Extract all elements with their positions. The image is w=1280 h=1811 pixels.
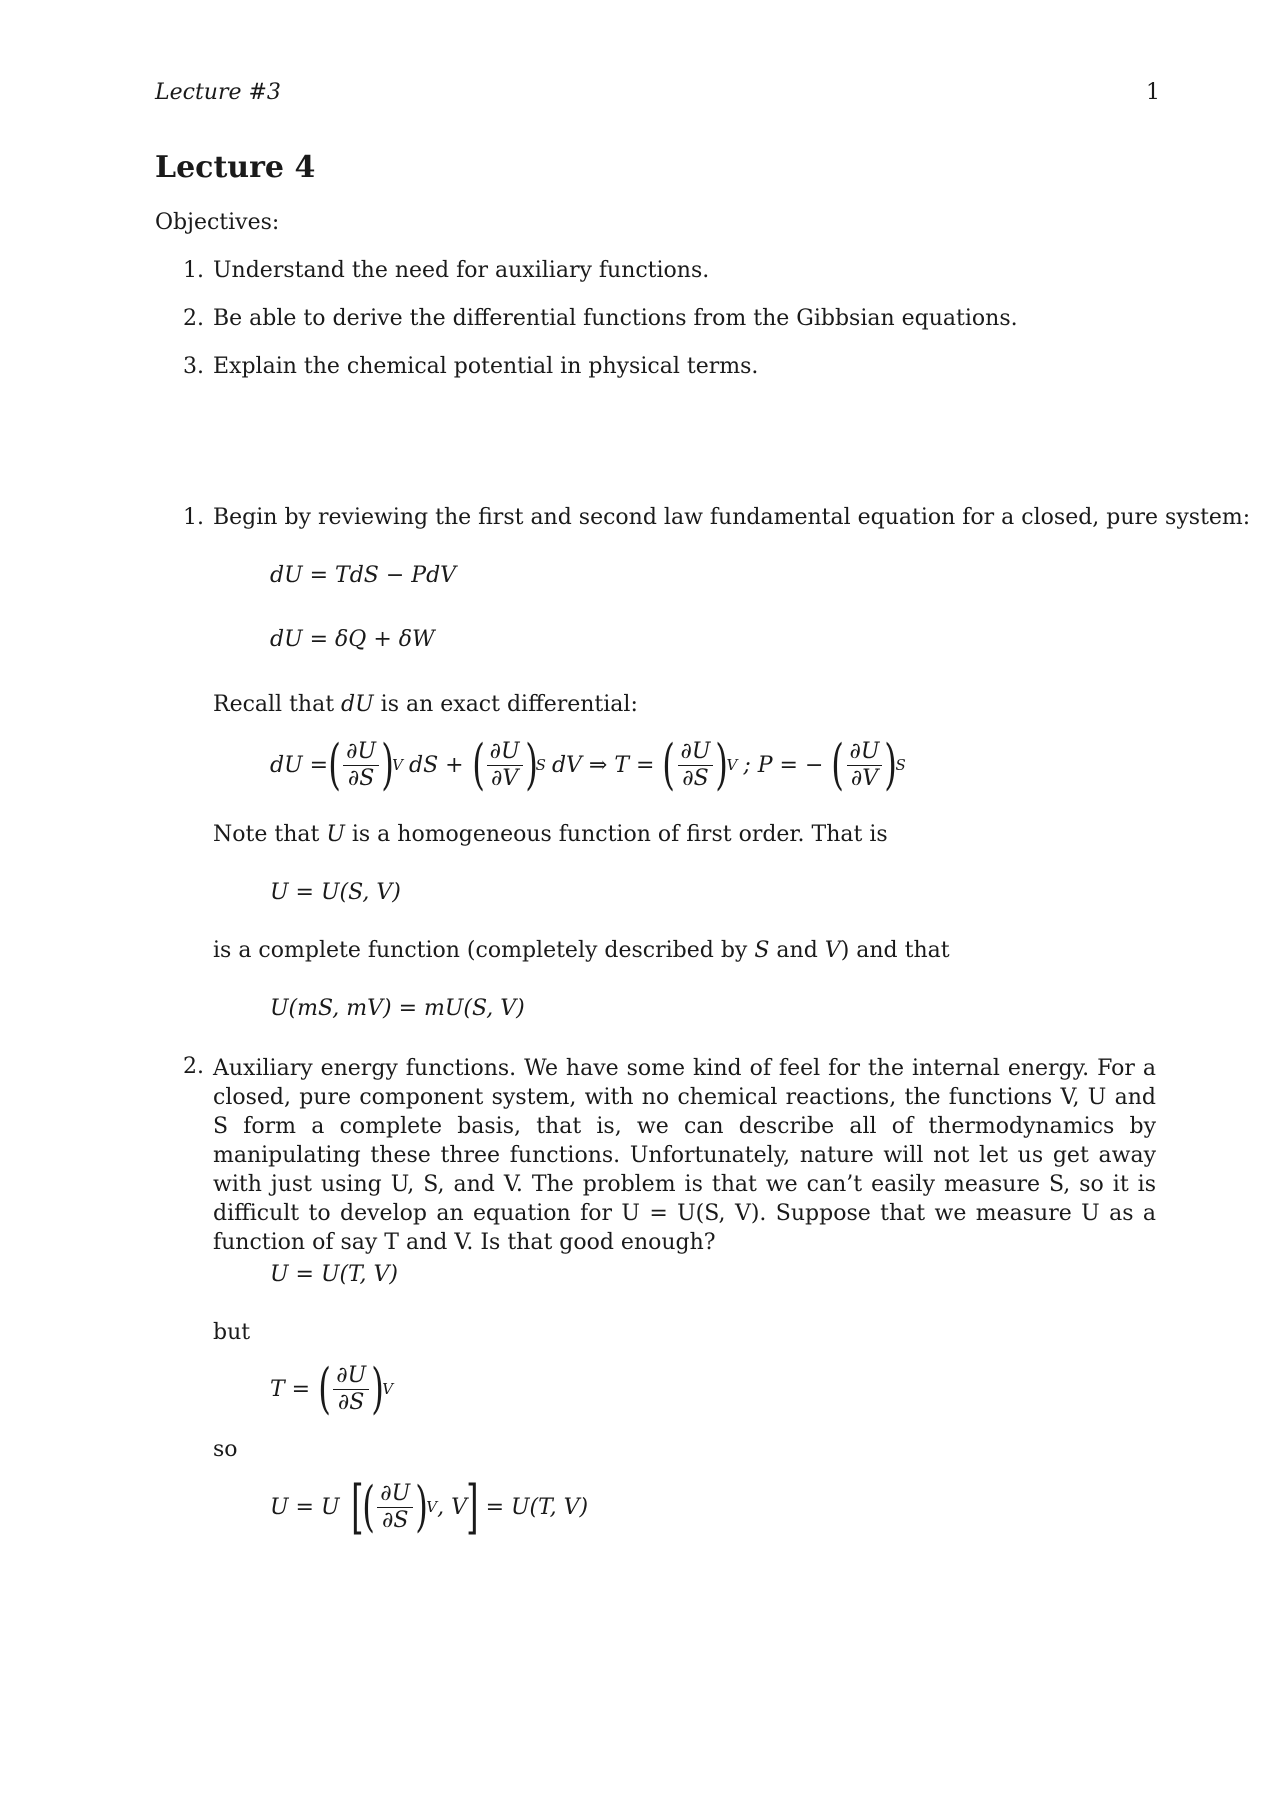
left-paren-icon: ( — [471, 733, 485, 796]
equation-homogeneous: U(mS, mV) = mU(S, V) — [270, 996, 525, 1021]
objective-item-3-num: 3. — [183, 354, 204, 379]
fraction-denominator: ∂S — [337, 1389, 365, 1415]
subscript-v: V — [726, 756, 738, 774]
objective-item-1-num: 1. — [183, 258, 204, 283]
objective-item-2-num: 2. — [183, 306, 204, 331]
eq3-ds: dS + — [408, 752, 464, 778]
right-paren-icon: ) — [371, 1357, 384, 1420]
left-paren-icon: ( — [328, 733, 341, 796]
fraction-numerator: ∂U — [487, 739, 523, 766]
subscript-v: V — [392, 756, 403, 774]
left-bracket-icon: [ — [350, 1473, 364, 1541]
subscript-s: S — [895, 756, 906, 774]
eq8-comma-v: , V — [437, 1494, 467, 1520]
section-2-num: 2. — [183, 1054, 204, 1079]
left-paren-icon: ( — [318, 1357, 331, 1420]
objective-item-3-text: Explain the chemical potential in physical terms. — [213, 354, 759, 379]
right-paren-icon: ) — [524, 733, 538, 796]
fraction-numerator: ∂U — [343, 739, 379, 766]
fraction-denominator: ∂S — [347, 765, 375, 791]
equation-exact-differential — [270, 733, 912, 796]
lecture-title: Lecture 4 — [155, 150, 316, 185]
complete-text-b: ) and that — [840, 938, 950, 963]
eq7-lhs: T = — [270, 1376, 311, 1402]
subscript-s: S — [535, 756, 546, 774]
left-paren-icon: ( — [831, 733, 845, 796]
eq8-rhs: = U(T, V) — [485, 1494, 589, 1520]
fraction-numerator: ∂U — [333, 1363, 369, 1390]
right-paren-icon: ) — [415, 1475, 429, 1538]
complete-math-s: S — [754, 938, 770, 963]
objectives-label: Objectives: — [155, 210, 280, 235]
eq3-dv-implies: dV ⇒ T = — [551, 752, 655, 778]
equation-u-substitution — [270, 1473, 589, 1541]
objective-item-1-text: Understand the need for auxiliary functions. — [213, 258, 710, 283]
equation-fundamental: dU = TdS − PdV — [270, 563, 457, 588]
equation-u-of-t-v: U = U(T, V) — [270, 1262, 398, 1287]
note-math: U — [326, 822, 345, 847]
equation-u-of-s-v: U = U(S, V) — [270, 880, 401, 905]
fraction-numerator: ∂U — [847, 739, 883, 766]
right-paren-icon: ) — [884, 733, 898, 796]
section-2-paragraph: Auxiliary energy functions. We have some kind of feel for the internal energy. For a closed, pure component system, with no chemical reactions, the functions V, U and S form a complete basis, that is, we can describe all of thermodynamics by manipulating these three functions. Unfortunately, nature will not let us get away with just using U, S, and V. The problem is that we can’t easily measure S, so it is difficult to develop an equation for U = U(S, V). Suppose that we measure U as a function of say T and V. Is that good enough? — [213, 1056, 1156, 1255]
complete-and: and — [769, 938, 825, 963]
complete-text-a: is a complete function (completely described by — [213, 938, 755, 963]
recall-math: dU — [341, 692, 374, 717]
right-bracket-icon: ] — [466, 1473, 479, 1541]
recall-text-a: Recall that — [213, 692, 342, 717]
right-paren-icon: ) — [381, 733, 394, 796]
pressure-partial-fraction — [847, 739, 883, 792]
eq8-lhs: U = U — [270, 1494, 340, 1520]
right-paren-icon: ) — [715, 733, 729, 796]
note-text-a: Note that — [213, 822, 327, 847]
recall-sentence — [213, 692, 638, 717]
complete-function-sentence — [213, 938, 950, 963]
equation-first-law: dU = δQ + δW — [270, 627, 435, 652]
objective-item-2-text: Be able to derive the differential functions from the Gibbsian equations. — [213, 306, 1018, 331]
section-1-intro: Begin by reviewing the first and second law fundamental equation for a closed, pure system: — [213, 505, 1251, 530]
note-text-b: is a homogeneous function of first order. That is — [344, 822, 888, 847]
eq3-lhs: dU = — [270, 752, 329, 778]
complete-math-v: V — [824, 938, 841, 963]
partial-u-s-fraction — [333, 1363, 369, 1416]
equation-temperature-definition — [270, 1357, 399, 1420]
fraction-denominator: ∂S — [381, 1507, 409, 1533]
partial-u-v-fraction — [487, 739, 523, 792]
eq3-pressure: ; P = − — [743, 752, 824, 778]
section-1-num: 1. — [183, 505, 204, 530]
partial-u-s-fraction — [377, 1481, 413, 1534]
fraction-denominator: ∂V — [490, 765, 519, 791]
partial-u-s-fraction — [343, 739, 379, 792]
so-word: so — [213, 1437, 238, 1462]
fraction-denominator: ∂V — [850, 765, 879, 791]
temperature-partial-fraction — [678, 739, 714, 792]
recall-text-b: is an exact differential: — [373, 692, 638, 717]
left-paren-icon: ( — [662, 733, 676, 796]
running-head: Lecture #3 — [155, 80, 281, 105]
page-number: 1 — [1146, 80, 1160, 105]
fraction-denominator: ∂S — [682, 765, 709, 791]
note-sentence — [213, 822, 888, 847]
subscript-v: V — [382, 1380, 394, 1398]
subscript-v: V — [426, 1498, 438, 1516]
fraction-numerator: ∂U — [377, 1481, 413, 1508]
but-word: but — [213, 1320, 251, 1345]
left-paren-icon: ( — [362, 1475, 376, 1538]
fraction-numerator: ∂U — [678, 739, 714, 766]
